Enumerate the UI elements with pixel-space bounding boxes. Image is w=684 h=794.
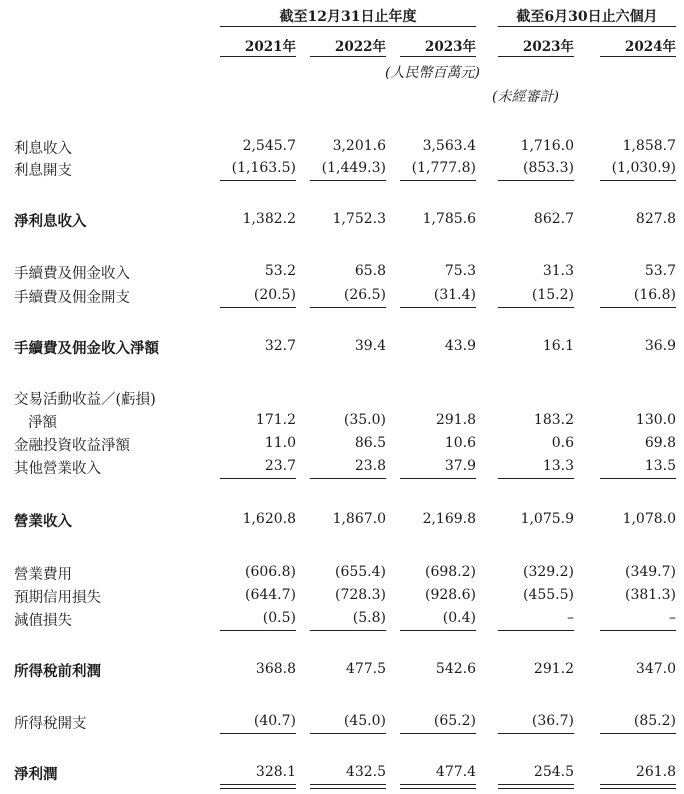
value-cell: 477.5	[345, 661, 386, 677]
subtotal-rule	[498, 733, 574, 734]
row-label: 減值損失	[14, 613, 72, 629]
row-label: 淨利潤	[14, 766, 58, 783]
value-cell: (36.7)	[531, 713, 574, 729]
value-cell: 1,716.0	[520, 138, 574, 154]
value-cell: 261.8	[635, 764, 676, 780]
subtotal-rule	[310, 733, 386, 734]
audit-note: (未經審計)	[492, 89, 559, 105]
subtotal-rule	[600, 630, 676, 631]
year-header-rule-5	[600, 56, 676, 57]
value-cell: (35.0)	[343, 412, 386, 428]
row-label: 預期信用損失	[14, 590, 101, 606]
subtotal-rule	[400, 307, 476, 308]
value-cell: 69.8	[644, 435, 676, 451]
subtotal-rule	[220, 307, 296, 308]
value-cell: 0.6	[551, 435, 574, 451]
year-header-4: 2023年	[522, 39, 574, 55]
value-cell: 13.5	[644, 458, 676, 474]
subtotal-rule	[600, 180, 676, 181]
value-cell: (606.8)	[244, 564, 296, 580]
value-cell: (65.2)	[433, 713, 476, 729]
row-label: 所得稅前利潤	[14, 663, 101, 680]
row-label: 手續費及佣金收入	[14, 266, 130, 282]
value-cell: (40.7)	[253, 713, 296, 729]
value-cell: (1,449.3)	[321, 160, 386, 176]
value-cell: 1,867.0	[332, 511, 386, 527]
value-cell: 2,169.8	[422, 511, 476, 527]
value-cell: (655.4)	[334, 564, 386, 580]
value-cell: 37.9	[444, 458, 476, 474]
value-cell: (644.7)	[244, 587, 296, 603]
value-cell: 862.7	[533, 211, 574, 227]
subtotal-rule	[400, 733, 476, 734]
value-cell: (1,777.8)	[411, 160, 476, 176]
row-label: 金融投資收益淨額	[14, 438, 130, 454]
subtotal-rule	[600, 307, 676, 308]
value-cell: (349.7)	[624, 564, 676, 580]
value-cell: 130.0	[635, 412, 676, 428]
year-header-rule-3	[400, 56, 476, 57]
value-cell: 2,545.7	[242, 138, 296, 154]
value-cell: 32.7	[264, 338, 296, 354]
row-label: 利息收入	[14, 141, 72, 157]
value-cell: 1,075.9	[520, 511, 574, 527]
value-cell: 23.7	[264, 458, 296, 474]
value-cell: 542.6	[435, 661, 476, 677]
subtotal-rule	[220, 630, 296, 631]
value-cell: (0.5)	[262, 610, 296, 626]
value-cell: (455.5)	[522, 587, 574, 603]
value-cell: 254.5	[533, 764, 574, 780]
double-rule	[400, 784, 476, 789]
row-label: 手續費及佣金開支	[14, 290, 130, 306]
header-group-annual: 截至12月31日止年度	[279, 9, 417, 25]
value-cell: (329.2)	[522, 564, 574, 580]
value-cell: 432.5	[345, 764, 386, 780]
double-rule	[600, 784, 676, 789]
header-group-interim: 截至6月30日止六個月	[516, 9, 658, 25]
value-cell: (381.3)	[624, 587, 676, 603]
value-cell: 291.8	[435, 412, 476, 428]
subtotal-rule	[498, 180, 574, 181]
row-label: 手續費及佣金收入淨額	[14, 340, 159, 357]
row-label: 利息開支	[14, 163, 72, 179]
value-cell: 1,752.3	[332, 211, 386, 227]
row-label: 營業費用	[14, 567, 72, 583]
row-label: 交易活動收益／(虧損)	[14, 392, 156, 408]
subtotal-rule	[310, 630, 386, 631]
value-cell: (16.8)	[633, 287, 676, 303]
value-cell: (928.6)	[424, 587, 476, 603]
value-cell: 31.3	[542, 263, 574, 279]
subtotal-rule	[220, 180, 296, 181]
subtotal-rule	[600, 733, 676, 734]
value-cell: 1,078.0	[622, 511, 676, 527]
subtotal-rule	[400, 180, 476, 181]
year-header-rule-4	[498, 56, 574, 57]
value-cell: (853.3)	[522, 160, 574, 176]
value-cell: 43.9	[444, 338, 476, 354]
value-cell: 39.4	[354, 338, 386, 354]
double-rule	[310, 784, 386, 789]
value-cell: 13.3	[542, 458, 574, 474]
subtotal-rule	[310, 478, 386, 479]
subtotal-rule	[220, 478, 296, 479]
value-cell: 1,858.7	[622, 138, 676, 154]
value-cell: 1,785.6	[422, 211, 476, 227]
row-label: 其他營業收入	[14, 461, 101, 477]
header-group-interim-rule	[498, 26, 676, 27]
value-cell: 171.2	[255, 412, 296, 428]
value-cell: (45.0)	[343, 713, 386, 729]
value-cell: (20.5)	[253, 287, 296, 303]
row-label: 淨利息收入	[14, 213, 87, 230]
value-cell: 65.8	[354, 263, 386, 279]
value-cell: 183.2	[533, 412, 574, 428]
year-header-rule-2	[310, 56, 386, 57]
year-header-2: 2022年	[334, 39, 386, 55]
value-cell: (698.2)	[424, 564, 476, 580]
double-rule	[498, 784, 574, 789]
header-group-annual-rule	[220, 26, 476, 27]
value-cell: 86.5	[354, 435, 386, 451]
double-rule	[220, 784, 296, 789]
subtotal-rule	[600, 478, 676, 479]
subtotal-rule	[400, 630, 476, 631]
value-cell: 347.0	[635, 661, 676, 677]
value-cell: 53.7	[644, 263, 676, 279]
value-cell: 75.3	[444, 263, 476, 279]
value-cell: –	[567, 610, 574, 626]
value-cell: (728.3)	[334, 587, 386, 603]
year-header-5: 2024年	[624, 39, 676, 55]
value-cell: 11.0	[264, 435, 296, 451]
row-label: 所得稅開支	[14, 716, 87, 732]
year-header-3: 2023年	[424, 39, 476, 55]
unit-note: (人民幣百萬元)	[385, 65, 480, 81]
value-cell: 16.1	[542, 338, 574, 354]
subtotal-rule	[310, 180, 386, 181]
value-cell: 1,620.8	[242, 511, 296, 527]
value-cell: 1,382.2	[242, 211, 296, 227]
value-cell: 53.2	[264, 263, 296, 279]
value-cell: 3,201.6	[332, 138, 386, 154]
year-header-1: 2021年	[244, 39, 296, 55]
subtotal-rule	[498, 478, 574, 479]
value-cell: 328.1	[255, 764, 296, 780]
row-label: 淨額	[28, 415, 57, 431]
subtotal-rule	[498, 630, 574, 631]
value-cell: 827.8	[635, 211, 676, 227]
subtotal-rule	[220, 733, 296, 734]
year-header-rule-1	[220, 56, 296, 57]
value-cell: 23.8	[354, 458, 386, 474]
value-cell: 291.2	[533, 661, 574, 677]
value-cell: (1,030.9)	[611, 160, 676, 176]
row-label: 營業收入	[14, 513, 72, 530]
value-cell: (26.5)	[343, 287, 386, 303]
value-cell: (0.4)	[442, 610, 476, 626]
value-cell: 368.8	[255, 661, 296, 677]
value-cell: 10.6	[444, 435, 476, 451]
value-cell: 3,563.4	[422, 138, 476, 154]
value-cell: 477.4	[435, 764, 476, 780]
value-cell: (5.8)	[352, 610, 386, 626]
subtotal-rule	[498, 307, 574, 308]
value-cell: –	[669, 610, 676, 626]
value-cell: (31.4)	[433, 287, 476, 303]
value-cell: 36.9	[644, 338, 676, 354]
value-cell: (15.2)	[531, 287, 574, 303]
value-cell: (1,163.5)	[231, 160, 296, 176]
value-cell: (85.2)	[633, 713, 676, 729]
subtotal-rule	[310, 307, 386, 308]
subtotal-rule	[400, 478, 476, 479]
